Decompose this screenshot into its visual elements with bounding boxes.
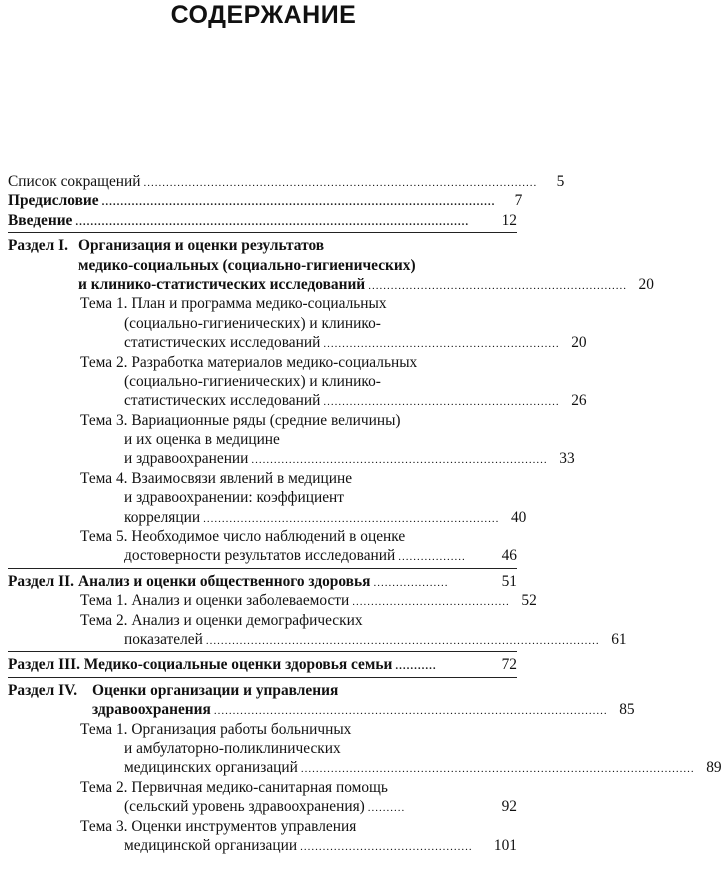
toc-section [8, 236, 654, 294]
toc-topic [8, 817, 517, 856]
topic-title-line: медицинских организаций [124, 759, 298, 777]
toc-entry-text: Предисловие [8, 192, 99, 210]
page-title: СОДЕРЖАНИЕ [170, 1, 357, 29]
toc-entry-page: 72 [501, 656, 517, 674]
toc-entry-page: 51 [501, 572, 517, 590]
topic-label: Тема 3. [80, 411, 128, 429]
topic-title-line: Необходимое число наблюдений в оценке [131, 528, 406, 546]
toc-topic [8, 294, 587, 352]
toc-topic [8, 720, 722, 778]
topic-title-line: статистических исследований [124, 392, 321, 410]
topic-title-line: Оценки инструментов управления [131, 817, 357, 835]
topic-title-line: и здравоохранении [124, 450, 249, 468]
toc-entry-page: 52 [521, 592, 537, 610]
toc-entry-page: 20 [638, 275, 654, 293]
section-label: Раздел III. [8, 656, 80, 674]
toc-topic [8, 353, 587, 411]
topic-title-line: и амбулаторно-поликлинических [124, 739, 341, 757]
topic-label: Тема 1. [80, 592, 128, 610]
section-label: Раздел IV. [8, 681, 78, 699]
divider [8, 568, 517, 569]
toc-entry-page: 89 [706, 759, 722, 777]
section-title-line: Анализ и оценки общественного здоровья [78, 572, 371, 590]
table-of-contents [8, 172, 722, 855]
toc-entry-page: 92 [501, 798, 517, 816]
topic-label: Тема 2. [80, 353, 128, 371]
section-label: Раздел II. [8, 572, 74, 590]
toc-topic [8, 527, 517, 566]
toc-entry-page: 85 [619, 701, 635, 719]
divider [8, 651, 517, 652]
dot-leader: ......................................................................................................... [300, 763, 695, 776]
topic-title-line: Анализ и оценки заболеваемости [131, 592, 350, 610]
dot-leader: ............................................................................... [203, 512, 500, 525]
divider [8, 232, 517, 233]
toc-topic [8, 611, 627, 650]
toc-topic [8, 469, 527, 527]
topic-title-line: План и программа медико-социальных [131, 295, 387, 313]
topic-label: Тема 2. [80, 778, 128, 796]
section-title-line: и клинико-статистических исследований [78, 275, 366, 293]
dot-leader: .............................................. [300, 840, 473, 853]
topic-label: Тема 2. [80, 611, 128, 629]
toc-entry [8, 211, 517, 230]
topic-title-line: Первичная медико-санитарная помощь [131, 778, 388, 796]
section-title-line: Оценки организации и управления [92, 681, 339, 699]
section-title-line: Медико-социальные оценки здоровья семьи [83, 656, 393, 674]
dot-leader: ......................................................................................................... [75, 215, 470, 228]
dot-leader: .......................................... [352, 596, 510, 609]
topic-title-line: (социально-гигиенических) и клинико- [124, 372, 381, 390]
topic-title-line: и здравоохранении: коэффициент [124, 489, 344, 507]
toc-section [8, 572, 517, 591]
dot-leader: ......................................................................................................... [205, 634, 600, 647]
section-label: Раздел I. [8, 237, 68, 255]
dot-leader: ......................................................................................................... [101, 196, 496, 209]
toc-entry [8, 172, 565, 191]
dot-leader: ......................................................................................................... [213, 705, 608, 718]
toc-topic [8, 778, 517, 817]
toc-entry-page: 26 [571, 392, 587, 410]
dot-leader: ............................................................... [323, 396, 560, 409]
toc-section [8, 681, 635, 720]
toc-entry-page: 33 [559, 450, 575, 468]
topic-title-line: медицинской организации [124, 836, 298, 854]
dot-leader: ..................................................................... [368, 279, 627, 292]
divider [8, 677, 517, 678]
toc-entry-page: 40 [510, 508, 527, 526]
topic-title-line: и их оценка в медицине [124, 431, 280, 449]
toc-entry-page: 5 [556, 173, 565, 190]
toc-topic [8, 411, 575, 469]
topic-title-line: корреляции [124, 508, 201, 526]
topic-label: Тема 1. [80, 720, 128, 738]
section-title-line: медико-социальных (социально-гигиенических) [78, 256, 416, 274]
topic-title-line: Организация работы больничных [131, 720, 352, 738]
dot-leader: .................. [398, 551, 466, 564]
toc-section [8, 655, 517, 674]
dot-leader: ............................................................... [323, 338, 560, 351]
topic-title-line: Взаимосвязи явлений в медицине [131, 469, 353, 487]
topic-label: Тема 3. [80, 817, 128, 835]
toc-entry-page: 46 [501, 547, 517, 565]
toc-entry-text: Введение [8, 211, 73, 229]
topic-title-line: показателей [124, 630, 203, 648]
topic-title-line: Анализ и оценки демографических [131, 611, 363, 629]
toc-entry [8, 191, 523, 210]
dot-leader: .......... [367, 802, 406, 815]
toc-topic [8, 591, 537, 610]
topic-label: Тема 1. [80, 295, 128, 313]
topic-title-line: (социально-гигиенических) и клинико- [124, 314, 381, 332]
toc-entry-text: Список сокращений [8, 173, 141, 190]
section-title-line: Организация и оценки результатов [78, 237, 325, 255]
section-title-line: здравоохранения [92, 701, 211, 719]
dot-leader: ......................................................................................................... [143, 177, 538, 189]
toc-entry-page: 7 [514, 192, 523, 210]
topic-title-line: Разработка материалов медико-социальных [131, 353, 418, 371]
topic-title-line: достоверности результатов исследований [124, 547, 396, 565]
toc-entry-page: 61 [611, 630, 627, 648]
topic-title-line: статистических исследований [124, 334, 321, 352]
topic-label: Тема 5. [80, 528, 128, 546]
dot-leader: .................... [373, 576, 449, 589]
toc-entry-page: 12 [501, 211, 517, 229]
topic-title-line: Вариационные ряды (средние величины) [131, 411, 401, 429]
toc-entry-page: 101 [493, 836, 517, 854]
dot-leader: ............................................................................... [251, 454, 548, 467]
topic-title-line: (сельский уровень здравоохранения) [124, 798, 365, 816]
topic-label: Тема 4. [80, 469, 128, 487]
toc-entry-page: 20 [571, 334, 587, 352]
dot-leader: ........... [395, 660, 437, 673]
